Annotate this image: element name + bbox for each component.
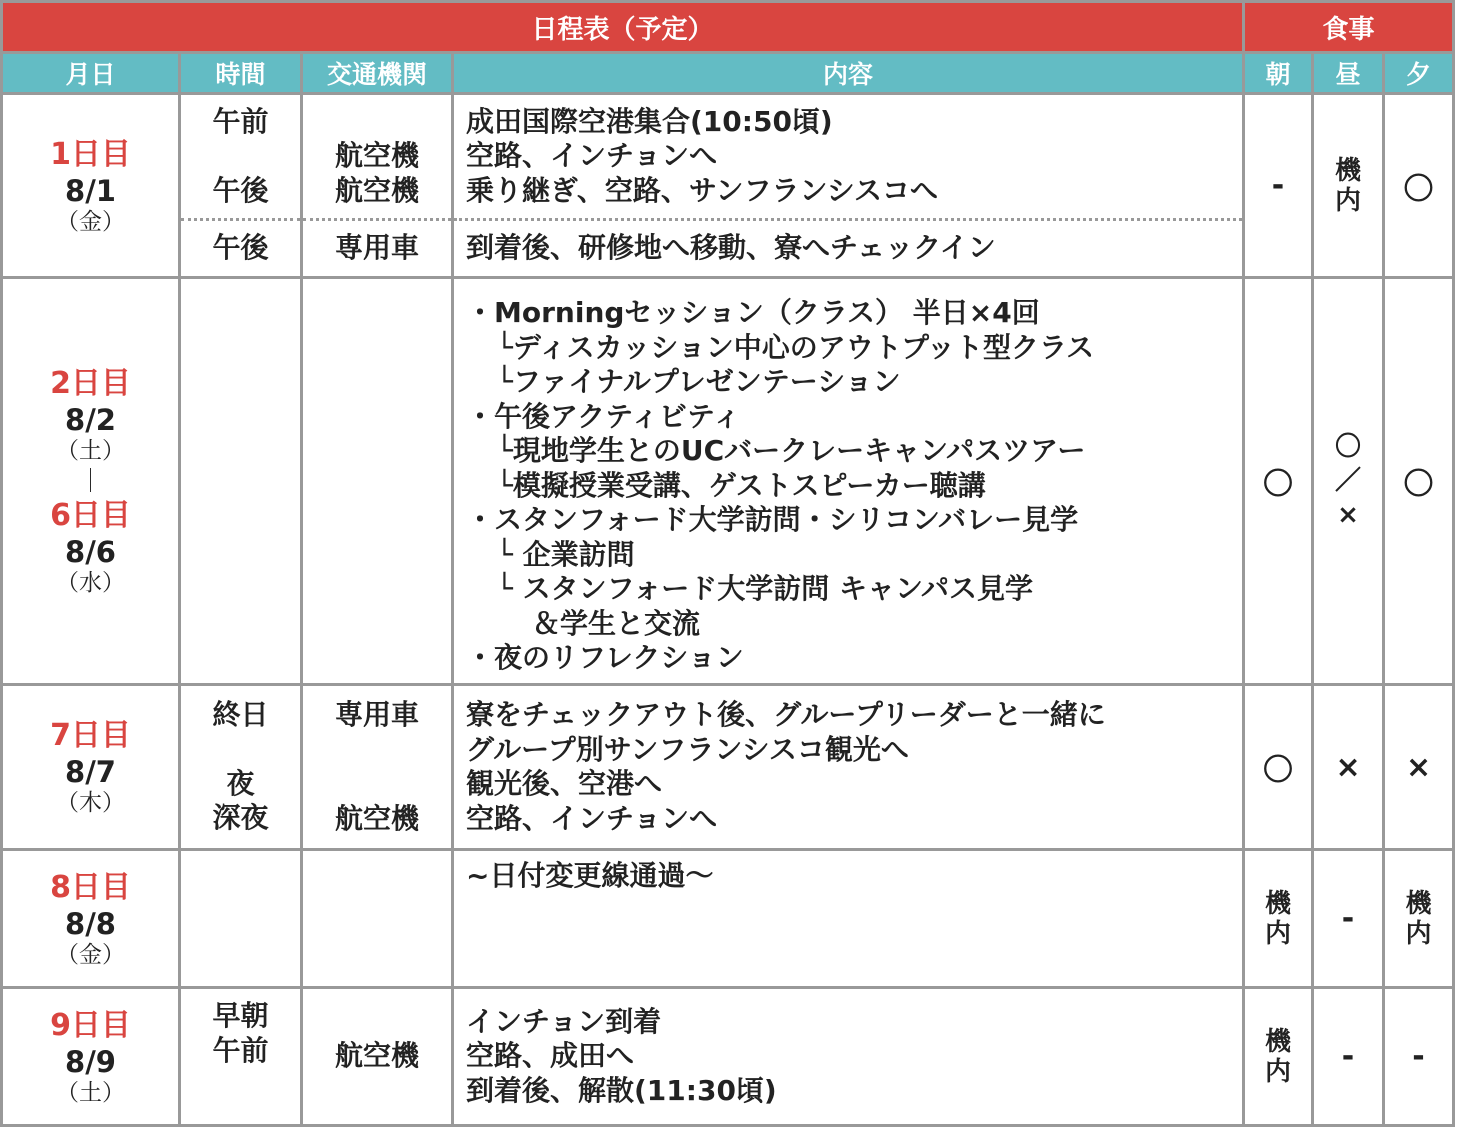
date-cell xyxy=(2,988,180,1126)
day-label: 6日目 xyxy=(50,498,131,533)
lunch-cell: - xyxy=(1313,988,1384,1126)
lunch-cell xyxy=(1313,278,1384,685)
meal-text: 機 xyxy=(1405,888,1432,919)
content-cell xyxy=(453,988,1244,1126)
content-cell xyxy=(453,94,1244,220)
content-line: 観光後、空港へ xyxy=(466,767,663,800)
time-cell xyxy=(180,94,302,220)
weekday-label: （土） xyxy=(56,438,125,464)
date-cell xyxy=(2,278,180,685)
content-line: ~日付変更線通過～ xyxy=(466,859,714,892)
dinner-cell: - xyxy=(1384,988,1454,1126)
dinner-cell: 〇 xyxy=(1384,94,1454,278)
day-label: 7日目 xyxy=(50,718,131,753)
lunch-cell: - xyxy=(1313,850,1384,988)
content-line: 到着後、解散(11:30頃) xyxy=(466,1073,777,1107)
content-line: └模擬授業受講、ゲストスピーカー聴講 xyxy=(496,468,986,502)
time-cell xyxy=(180,685,302,850)
meal-text: 機 xyxy=(1335,155,1362,186)
content-line: 空路、成田へ xyxy=(466,1039,635,1073)
time-text: 終日 xyxy=(212,698,269,732)
content-line: └ファイナルプレゼンテーション xyxy=(496,365,901,399)
content-line: ・Morningセッション（クラス） 半日×4回 xyxy=(466,296,1040,330)
time-cell: 午後 xyxy=(180,220,302,278)
table-row-day9 xyxy=(2,988,1454,1126)
content-cell xyxy=(453,685,1244,850)
dinner-cell: 〇 xyxy=(1384,278,1454,685)
meal-text: ／ xyxy=(1335,466,1362,496)
weekday-label: （土） xyxy=(56,1079,125,1106)
transport-cell xyxy=(302,685,453,850)
dinner-cell xyxy=(1384,850,1454,988)
content-line: グループ別サンフランシスコ観光へ xyxy=(466,732,909,766)
col-dinner-header: 夕 xyxy=(1384,53,1454,94)
meal-text: 内 xyxy=(1265,1056,1292,1087)
date-cell xyxy=(2,685,180,850)
time-text: 午前 xyxy=(212,105,269,138)
date-cell xyxy=(2,94,180,278)
breakfast-cell xyxy=(1244,850,1313,988)
day-label: 8日目 xyxy=(50,869,131,905)
transport-spacer xyxy=(303,733,451,802)
time-cell xyxy=(180,988,302,1126)
table-row-day1 xyxy=(2,94,1454,220)
transport-text: 航空機 xyxy=(334,173,419,207)
date-label: 8/2 xyxy=(65,403,116,437)
content-line: └ディスカッション中心のアウトプット型クラス xyxy=(496,330,1095,364)
meals-title: 食事 xyxy=(1244,2,1454,53)
time-cell xyxy=(180,278,302,685)
col-lunch-header: 昼 xyxy=(1313,53,1384,94)
content-line: └ スタンフォード大学訪問 キャンパス見学 xyxy=(496,572,1033,606)
time-text: 午前 xyxy=(212,1033,269,1067)
meal-text: 機 xyxy=(1265,888,1292,919)
content-line: ・午後アクティビティ xyxy=(466,399,741,433)
date-label: 8/9 xyxy=(65,1044,116,1079)
content-line: 成田国際空港集合(10:50頃) xyxy=(466,104,833,138)
day-label: 9日目 xyxy=(50,1007,131,1043)
col-content-header: 内容 xyxy=(453,53,1244,94)
day-label: 1日目 xyxy=(50,136,131,172)
weekday-label: （水） xyxy=(56,570,125,596)
content-line: ・スタンフォード大学訪問・シリコンバレー見学 xyxy=(466,503,1079,537)
transport-cell xyxy=(302,278,453,685)
transport-text: 専用車 xyxy=(334,698,419,731)
table-row-day1-b xyxy=(2,220,1454,278)
breakfast-cell xyxy=(1244,988,1313,1126)
range-separator: ｜ xyxy=(78,467,103,495)
time-text: 午後 xyxy=(212,173,269,207)
content-line: ・夜のリフレクション xyxy=(466,641,744,675)
schedule-title: 日程表（予定） xyxy=(2,2,1244,53)
content-cell: 到着後、研修地へ移動、寮へチェックイン xyxy=(453,220,1244,278)
col-time-header: 時間 xyxy=(180,53,302,94)
transport-cell xyxy=(302,94,453,220)
time-text: 早朝 xyxy=(212,999,269,1032)
meal-text: × xyxy=(1337,500,1359,530)
day-label: 2日目 xyxy=(50,366,131,401)
breakfast-cell: 〇 xyxy=(1244,278,1313,685)
content-cell xyxy=(453,278,1244,685)
weekday-label: （木） xyxy=(56,790,125,816)
breakfast-cell: - xyxy=(1244,94,1313,278)
time-cell xyxy=(180,850,302,988)
date-label: 8/8 xyxy=(65,906,116,941)
transport-text: 航空機 xyxy=(334,801,419,835)
lunch-cell xyxy=(1313,94,1384,278)
content-line: 空路、インチョンへ xyxy=(466,801,718,835)
table-row-day2-6 xyxy=(2,278,1454,685)
time-text: 深夜 xyxy=(212,801,269,835)
date-cell xyxy=(2,850,180,988)
date-label: 8/6 xyxy=(65,535,116,569)
dinner-cell: × xyxy=(1384,685,1454,850)
time-text xyxy=(181,733,300,767)
weekday-label: （金） xyxy=(56,208,125,235)
weekday-label: （金） xyxy=(56,941,125,968)
content-line: インチョン到着 xyxy=(466,1004,662,1038)
breakfast-cell: 〇 xyxy=(1244,685,1313,850)
col-transport-header: 交通機関 xyxy=(302,53,453,94)
col-breakfast-header: 朝 xyxy=(1244,53,1313,94)
content-line: 乗り継ぎ、空路、サンフランシスコへ xyxy=(466,173,938,207)
table-row-day8 xyxy=(2,850,1454,988)
meal-text: 内 xyxy=(1405,918,1432,949)
content-line: 寮をチェックアウト後、グループリーダーと一緒に xyxy=(466,698,1106,731)
table-row-day7 xyxy=(2,685,1454,850)
meal-text: 内 xyxy=(1265,918,1292,949)
content-line: 空路、インチョンへ xyxy=(466,139,718,173)
content-line: └現地学生とのUCバークレーキャンパスツアー xyxy=(496,434,1086,468)
transport-cell: 専用車 xyxy=(302,220,453,278)
time-text: 夜 xyxy=(226,766,255,800)
transport-text: 航空機 xyxy=(334,139,419,172)
meal-text: 〇 xyxy=(1335,432,1362,462)
date-label: 8/1 xyxy=(65,173,116,208)
content-line: └ 企業訪問 xyxy=(496,537,635,571)
content-cell xyxy=(453,850,1244,988)
meal-text: 機 xyxy=(1265,1026,1292,1057)
transport-cell: 航空機 xyxy=(302,988,453,1126)
col-date-header: 月日 xyxy=(2,53,180,94)
transport-cell xyxy=(302,850,453,988)
lunch-cell: × xyxy=(1313,685,1384,850)
meal-text: 内 xyxy=(1335,185,1362,216)
content-line: ＆学生と交流 xyxy=(532,606,701,640)
date-label: 8/7 xyxy=(65,755,116,789)
